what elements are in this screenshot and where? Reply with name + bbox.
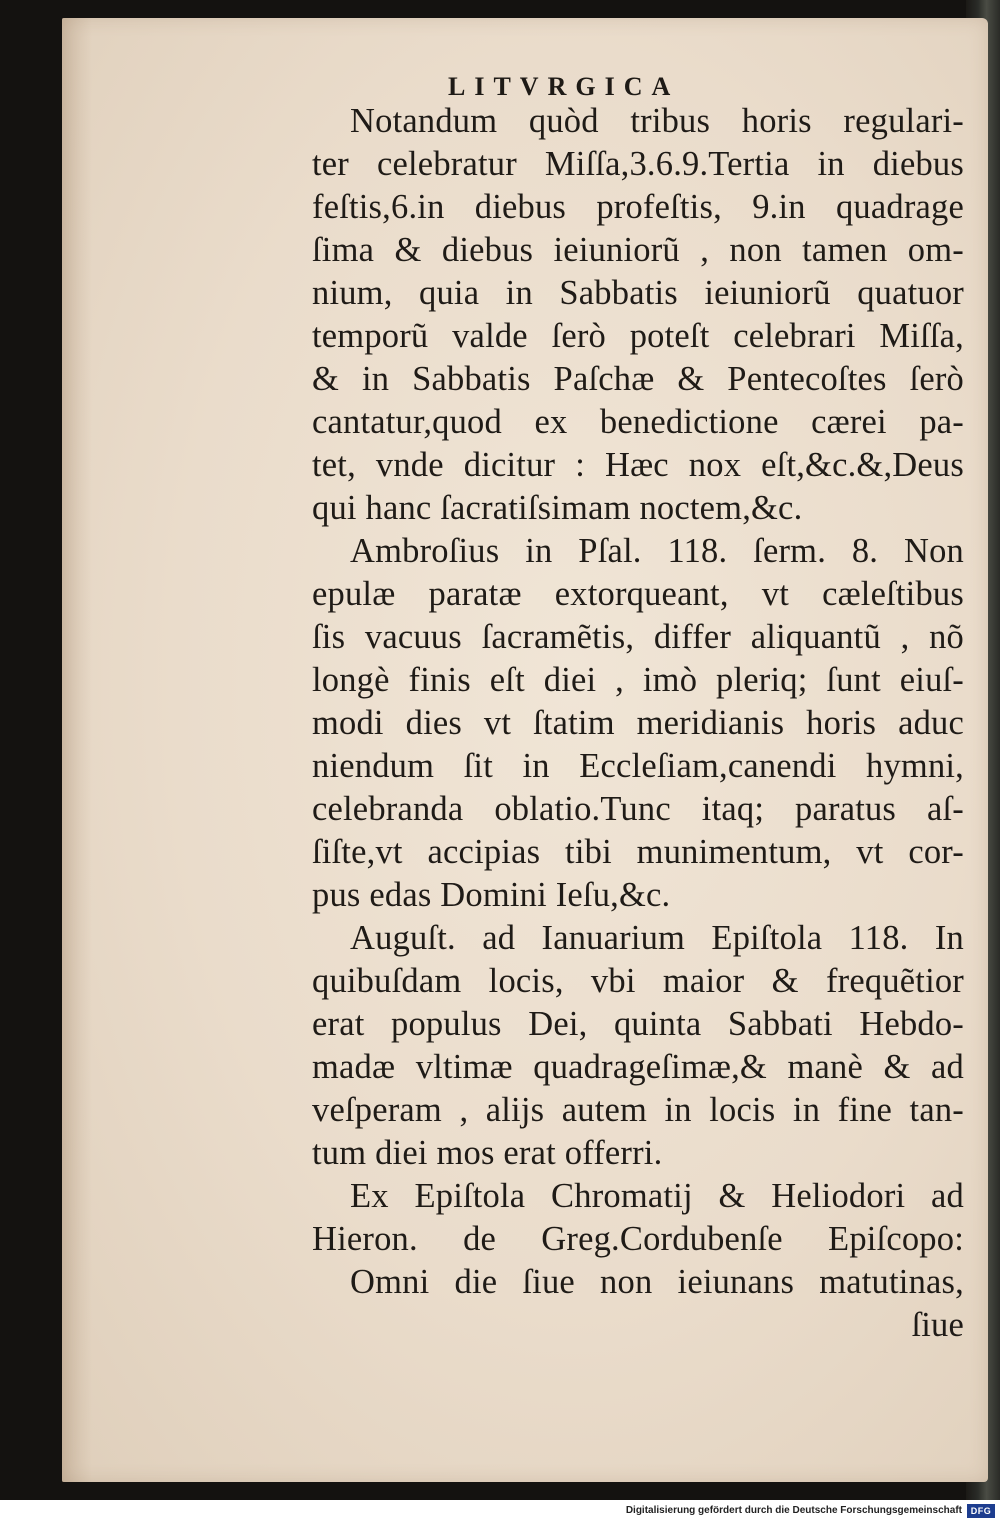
text-line: modi dies vt ſtatim meridianis horis aduc [312, 704, 964, 742]
text-line: ter celebratur Miſſa,3.6.9.Tertia in diebus [312, 145, 964, 183]
text-line: temporũ valde ſerò poteſt celebrari Miſſa, [312, 317, 964, 355]
text-line: qui hanc ſacratiſsimam noctem,&c. [312, 489, 803, 527]
dfg-logo-icon: DFG [967, 1504, 995, 1518]
catchword: ſiue [911, 1306, 964, 1344]
text-line: erat populus Dei, quinta Sabbati Hebdo- [312, 1005, 964, 1043]
text-line: Hieron. de Greg.Cordubenſe Epiſcopo: [312, 1220, 964, 1258]
text-line: madæ vltimæ quadrageſimæ,& manè & ad [312, 1048, 964, 1086]
text-block [312, 100, 964, 1347]
text-line: tet, vnde dicitur : Hæc nox eſt,&c.&,Deus [312, 446, 964, 484]
running-head: LITVRGICA [448, 72, 680, 101]
text-line: Notandum quòd tribus horis regulari- [350, 102, 964, 140]
text-line: Ex Epiſtola Chromatij & Heliodori ad [350, 1177, 964, 1215]
text-line: ſima & diebus ieiuniorũ , non tamen om- [312, 231, 964, 269]
text-line: longè finis eſt diei , imò pleriq; ſunt eiuſ- [312, 661, 964, 699]
text-line: Omni die ſiue non ieiunans matutinas, [350, 1263, 964, 1301]
funding-credit: Digitalisierung gefördert durch die Deutsche Forschungsgemeinschaft [625, 1505, 962, 1516]
text-line: niendum ſit in Eccleſiam,canendi hymni, [312, 747, 964, 785]
text-line: nium, quia in Sabbatis ieiuniorũ quatuor [312, 274, 964, 312]
text-line: ſiſte,vt accipias tibi munimentum, vt cor- [312, 833, 964, 871]
text-line: Auguſt. ad Ianuarium Epiſtola 118. In [350, 919, 964, 957]
text-line: tum diei mos erat offerri. [312, 1134, 663, 1172]
digitization-footer [0, 1500, 1000, 1523]
text-line: feſtis,6.in diebus profeſtis, 9.in quadrage [312, 188, 964, 226]
text-line: cantatur,quod ex benedictione cærei pa- [312, 403, 964, 441]
text-line: veſperam , alijs autem in locis in fine tan- [312, 1091, 964, 1129]
text-line: epulæ paratæ extorqueant, vt cæleſtibus [312, 575, 964, 613]
text-line: celebranda oblatio.Tunc itaq; paratus aſ- [312, 790, 964, 828]
text-line: pus edas Domini Ieſu,&c. [312, 876, 671, 914]
text-line: & in Sabbatis Paſchæ & Pentecoſtes ſerò [312, 360, 964, 398]
text-line: Ambroſius in Pſal. 118. ſerm. 8. Non [350, 532, 964, 570]
text-line: quibuſdam locis, vbi maior & frequẽtior [312, 962, 964, 1000]
text-line: ſis vacuus ſacramẽtis, differ aliquantũ , nõ [312, 618, 964, 656]
